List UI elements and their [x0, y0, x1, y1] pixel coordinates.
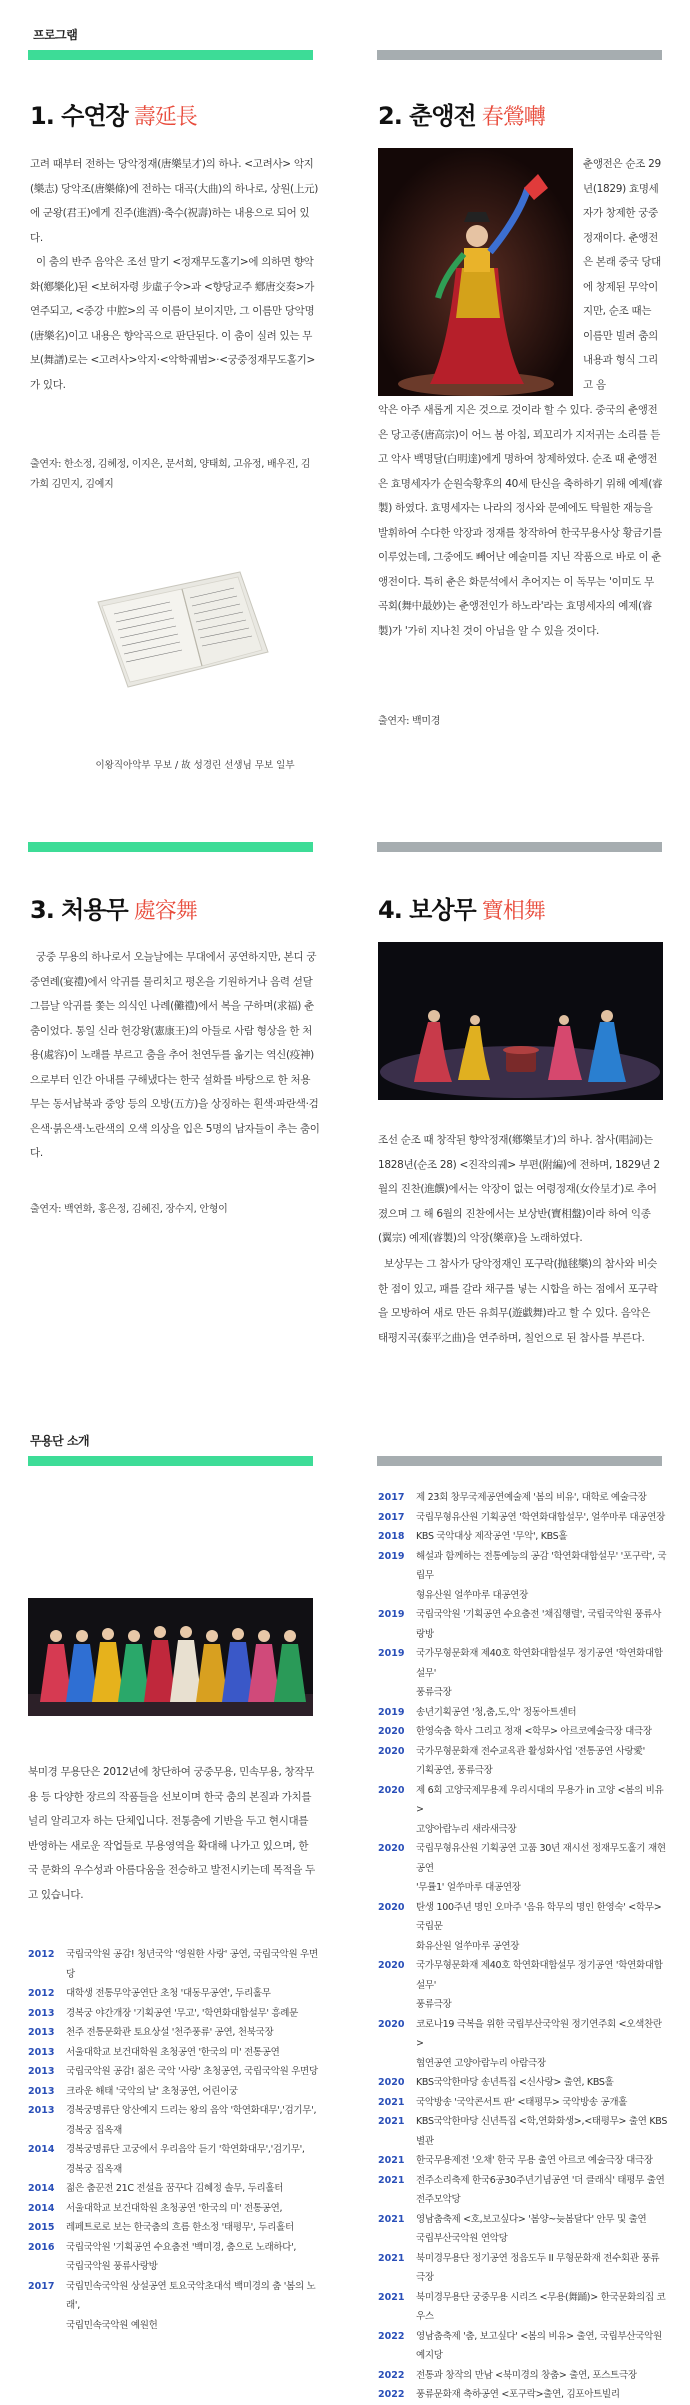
history-year: 2022	[378, 2389, 405, 2400]
history-year: 2020	[378, 2018, 405, 2030]
history-entry	[378, 2054, 668, 2074]
history-text: 형유산원 얼쑤마루 대공연장	[416, 1589, 528, 1601]
history-text: 기획공연, 풍류극장	[416, 1765, 493, 1776]
history-text: 국립무형유산원 기획공연 '학연화대합설무', 얼쑤마루 대공연장	[416, 1511, 666, 1523]
history-year: 2012	[28, 1988, 55, 1999]
item-1-caption: 이왕직아악부 무보 / 故 성경린 선생님 무보 일부	[95, 760, 295, 771]
history-text: 레페트로로 보는 한국춤의 흐름 한소정 '태평무', 두리홀터	[66, 2222, 294, 2233]
history-year: 2013	[28, 2046, 55, 2058]
item-2-performers: 출연자: 백미경	[378, 716, 441, 727]
program-bar-right-2	[377, 842, 662, 852]
history-entry	[378, 2073, 668, 2093]
history-text: 북미경무용단 궁중무용 시리즈 <무용(舞踊)> 한국문화의집 코우스	[416, 2291, 666, 2322]
history-year: 2019	[378, 1648, 405, 1659]
history-entry	[28, 2121, 318, 2141]
history-text: 전주모악당	[416, 2194, 461, 2205]
history-entry	[378, 1820, 668, 1840]
item-2-text-beside-photo: 춘앵전은 순조 29년(1829) 효명세자가 창제한 궁중정재이다. 춘앵전은 본래 중국 당대에 창제된 무악이지만, 순조 때는 이름만 빌려 춤의 내용과 형식 그리고 음	[583, 158, 662, 391]
item-3-paragraph-1: 궁중 무용의 하나로서 오늘날에는 무대에서 공연하지만, 본디 궁중연례(宴禮)에서 악귀를 물리치고 평온을 기원하거나 음력 섣달그믐날 악귀를 쫓는 의식인 나례(儺禮)에서 복을 구하며(求福) 춘 춤이었다. 통일 신라 헌강왕(憲康王)의 아들로 사람 형상을 한 처용(處容)이 노래를 부르고 춤을 추어 천연두를 옮기는 역신(疫神)으로부터 인간 아내를 구해냈다는 한국 설화를 바탕으로 한 처용무는 동서남북과 중앙 등의 오방(五方)을 상징하는 흰색·파란색·검은색·붉은색·노란색의 오색 의상을 입은 5명의 남자들이 추는 춤이다.	[30, 951, 320, 1159]
history-text: 북미경무용단 정기공연 정음도두 II 무형문화재 전수회관 풍류극장	[416, 2252, 660, 2283]
history-entry	[378, 1898, 668, 1937]
chunaengjeon-dancer-photo	[378, 148, 573, 396]
item-3-heading	[30, 890, 197, 925]
history-text: 국립민속국악원 예원헌	[66, 2319, 158, 2331]
item-1-title: 1. 수연장	[30, 102, 128, 130]
history-text: 서울대학교 보건대학원 초청공연 '한국의 미' 전통공연	[66, 2046, 280, 2058]
history-entry	[378, 1839, 668, 1878]
history-year: 2013	[28, 2027, 55, 2038]
history-year: 2020	[378, 1784, 405, 1796]
history-entry	[378, 2288, 668, 2327]
history-entry	[378, 2229, 668, 2249]
history-entry	[378, 1761, 668, 1781]
item-4-hanja: 寶相舞	[481, 899, 545, 924]
history-entry	[378, 2015, 668, 2054]
history-entry	[28, 2160, 318, 2180]
history-entry	[28, 2043, 318, 2063]
history-entry	[378, 2327, 668, 2366]
item-3-performers: 출연자: 백연화, 홍은정, 김혜진, 장수지, 안형이	[30, 1204, 228, 1215]
history-text: 전통과 창작의 만남 <북미경의 창춤> 출연, 포스트극장	[416, 2369, 637, 2381]
history-year: 2020	[378, 1843, 405, 1854]
item-3-title: 3. 처용무	[30, 896, 128, 924]
history-text: 코로나19 극복을 위한 국립부산국악원 정기연주회 <오색찬란>	[416, 2018, 662, 2049]
history-text: 고양아람누리 새라새극장	[416, 1823, 517, 1835]
history-entry	[28, 2082, 318, 2102]
history-year: 2014	[28, 2144, 55, 2155]
history-text: 송년기획공연 '청,춤,도,악' 정동아트센터	[416, 1706, 577, 1718]
history-year: 2017	[28, 2280, 55, 2292]
item-1-heading	[30, 96, 197, 131]
history-text: 풍류문화재 축하공연 <포구락>출연, 김포아트빌리	[416, 2389, 620, 2400]
history-entry	[378, 1995, 668, 2015]
history-entry	[28, 2179, 318, 2199]
history-text: 화유산원 얼쑤마루 공연장	[416, 1940, 520, 1952]
history-year: 2019	[378, 1550, 405, 1562]
history-text: 대학생 전통무악공연단 초청 '대동무공연', 두리홀무	[66, 1988, 271, 1999]
history-year: 2012	[28, 1949, 55, 1960]
history-entry	[28, 2277, 318, 2316]
history-entry	[378, 1586, 668, 1606]
history-text: 천주 전통문화관 토요상설 '천주풍류' 공연, 천북국장	[66, 2027, 274, 2038]
history-text: 한국무용제전 '오채' 한국 무용 출연 아르코 예술극장 대극장	[416, 2155, 653, 2166]
history-entry	[378, 2249, 668, 2288]
history-entry	[378, 1508, 668, 1528]
history-entry	[378, 1644, 668, 1683]
history-text: '무률1' 얼쑤마루 대공연장	[416, 1882, 521, 1893]
item-2-heading	[378, 96, 545, 131]
history-text: KBS국악한마당 송년특집 <신사랑> 출연, KBS홀	[416, 2077, 614, 2088]
history-text: 국립부산국악원 연악당	[416, 2233, 508, 2244]
troupe-intro: 북미경 무용단은 2012년에 창단하여 궁중무용, 민속무용, 창작무용 등 다양한 장르의 작품들을 선보이며 한국 춤의 본질과 가치를 널리 알리고자 하는 단체입니다. 전통춤에 기반을 두고 현시대를 반영하는 새로운 작업들로 무용영역을 확대해 나가고 있으며, 한국 문화의 우수성과 아름다움을 전승하고 발전시키는데 목적을 두고 있습니다.	[28, 1766, 316, 1901]
history-text: 제 6회 고양국제무용제 우리시대의 무용가 in 고양 <봄의 비유>	[416, 1784, 664, 1815]
history-text: KBS국악한마당 신년특집 <학,연화화생>,<태평무> 출연 KBS 별관	[416, 2116, 668, 2147]
history-text: 젊은 춤꾼전 21C 전설을 꿈꾸다 김혜정 솔무, 두리홀터	[66, 2183, 284, 2194]
history-entry	[28, 1984, 318, 2004]
history-year: 2013	[28, 2007, 55, 2019]
history-entry	[378, 1742, 668, 1762]
troupe-bar-right	[377, 1456, 662, 1466]
history-year: 2021	[378, 2155, 405, 2166]
history-year: 2014	[28, 2183, 55, 2194]
history-text: 풍류극장	[416, 1999, 452, 2010]
history-year: 2020	[378, 1960, 405, 1971]
troupe-section-title: 무용단 소개	[30, 1434, 90, 1448]
history-text: 크라운 해태 '국악의 날' 초청공연, 어린이궁	[66, 2085, 238, 2097]
history-text: 영남춤축제 <호,보고싶다> '봄양~늦봄달다' 안무 및 출연	[416, 2213, 647, 2225]
history-entry	[378, 1527, 668, 1547]
history-entry	[28, 2101, 318, 2121]
history-year: 2020	[378, 1745, 405, 1757]
history-text: 한영숙춤 학사 그리고 정재 <학무> 아르코예술극장 대극장	[416, 1726, 652, 1737]
history-entry	[378, 1703, 668, 1723]
troupe-group-photo	[28, 1598, 313, 1716]
history-text: 국가무형문화재 제40호 학연화대합설무 정기공연 '학연화대합설무'	[416, 1648, 663, 1679]
history-text: 국립국악원 풍류사랑방	[66, 2261, 158, 2272]
history-entry	[378, 1937, 668, 1957]
history-text: 국립무형유산원 기획공연 고품 30년 재시선 정재무도홀기 재현공연	[416, 1843, 666, 1874]
bosangmu-stage-photo	[378, 942, 663, 1100]
history-entry	[28, 2257, 318, 2277]
history-entry	[378, 1605, 668, 1644]
history-text: 영남춤축제 '춤, 보고싶다' <봄의 비유> 출연, 국립부산국악원 예지당	[416, 2330, 662, 2361]
item-1-paragraph-2: 이 춤의 반주 음악은 조선 말기 <정재무도홀기>에 의하면 향악화(鄕樂化)된 <보허자령 步虛子令>과 <향당교주 鄕唐交奏>가 연주되고, <중강 中腔>의 곡 이름이 보이지만, 그 이름만 당악명(唐樂名)이고 내용은 향악곡으로 판단된다. 이 춤이 실려 있는 무보(舞譜)로는 <고려사>악지·<악학궤범>·<궁중정재무도홀기>가 있다.	[30, 256, 315, 391]
history-text: 국립국악원 '기획공연 수요춤전 '백미경, 춤으로 노래하다',	[66, 2241, 297, 2253]
history-year: 2015	[28, 2222, 55, 2233]
item-4-paragraph-1: 조선 순조 때 창작된 향악정재(鄕樂呈才)의 하나. 참사(唱詞)는 1828년(순조 28) <진작의궤> 부편(附編)에 전하며, 1829년 2월의 진찬(進饌)에서는 악장이 없는 여령정재(女伶呈才)로 추어졌으며 그 해 6월의 진찬에서는 보상반(寶相盤)이라 하여 익종(翼宗) 예제(睿製)의 악장(樂章)을 노래하였다.	[378, 1134, 660, 1244]
item-2-hanja: 春鶯囀	[481, 105, 545, 130]
history-text: KBS 국악대상 제작공연 '무악', KBS홀	[416, 1531, 568, 1542]
history-year: 2022	[378, 2369, 405, 2381]
history-text: 국립민속국악원 상설공연 토요국악초대석 백미경의 춤 '봄의 노래',	[66, 2280, 316, 2311]
history-entry	[28, 2062, 318, 2082]
history-year: 2020	[378, 1901, 405, 1913]
history-entry	[378, 2385, 668, 2405]
history-entry	[28, 2004, 318, 2024]
history-year: 2021	[378, 2116, 405, 2127]
history-year: 2021	[378, 2213, 405, 2225]
history-entry	[28, 2140, 318, 2160]
history-entry	[378, 1878, 668, 1898]
history-year: 2020	[378, 2077, 405, 2088]
history-text: 경복궁명류단 고궁에서 우리음악 듣기 '학연화대무','검기무',	[66, 2144, 305, 2155]
history-entry	[28, 2023, 318, 2043]
history-text: 제 23회 창무국제공연예술제 '봄의 비유', 대학로 예술극장	[416, 1492, 647, 1503]
history-year: 2021	[378, 2252, 405, 2264]
history-entry	[378, 2093, 668, 2113]
history-entry	[378, 1547, 668, 1586]
history-entry	[28, 2316, 318, 2336]
history-year: 2022	[378, 2330, 405, 2342]
history-entry	[378, 1722, 668, 1742]
history-entry	[378, 1781, 668, 1820]
history-year: 2016	[28, 2241, 55, 2253]
history-entry	[28, 1945, 318, 1984]
history-text: 국악방송 '국악콘서트 판' <태평무> 국악방송 공개홀	[416, 2096, 628, 2108]
item-4-heading	[378, 890, 545, 925]
history-year: 2013	[28, 2105, 55, 2116]
history-year: 2019	[378, 1609, 405, 1620]
history-year: 2017	[378, 1511, 405, 1523]
history-text: 경복궁 야간개장 '기획공연 '무고', '학연화대합설무' 흥례문	[66, 2007, 299, 2019]
item-2-title: 2. 춘앵전	[378, 102, 476, 130]
history-text: 국가무형문화재 제40호 학연화대합설무 정기공연 '학연화대합설무'	[416, 1960, 663, 1991]
program-bar-left-2	[28, 842, 313, 852]
history-entry	[378, 1683, 668, 1703]
program-bar-left	[28, 50, 313, 60]
item-1-paragraph-1: 고려 때부터 전하는 당악정재(唐樂呈才)의 하나. <고려사> 악지(樂志) 당악조(唐樂條)에 전하는 대곡(大曲)의 하나로, 상원(上元)에 군왕(君王)에게 진주(進酒)·축수(祝壽)하는 내용으로 되어 있다.	[30, 158, 319, 244]
history-entry	[28, 2218, 318, 2238]
history-text: 경복궁명류단 앙산예지 드리는 왕의 음악 '학연화대무','검기무',	[66, 2105, 317, 2116]
history-entry	[378, 1956, 668, 1995]
history-entry	[378, 2112, 668, 2151]
history-year: 2013	[28, 2066, 55, 2077]
history-entry	[378, 2366, 668, 2386]
history-text: 국가무형문화재 전수교육관 활성화사업 '전통공연 사랑愛'	[416, 1745, 645, 1757]
history-text: 국립국악원 공감! 청년국악 '영원한 사랑' 공연, 국립국악원 우면당	[66, 1949, 318, 1980]
history-entry	[28, 2199, 318, 2219]
item-2-text-body: 악은 아주 새롭게 지은 것으로 것이라 할 수 있다. 중국의 춘앵전은 당고종(唐高宗)이 어느 봄 아침, 꾀꼬리가 지저귀는 소리를 듣고 악사 백명달(白明達)에게 명하여 창제하였다. 순조 때 춘앵전은 효명세자가 순원숙황후의 40세 탄신을 축하하기 위해 예제(睿製) 하였다. 효명세자는 나라의 정사와 문예에도 탁월한 재능을 발휘하여 수다한 악장과 정재를 창작하여 한국무용사상 황금기를 이루었는데, 그중에도 빼어난 예술미를 지닌 작품으로 바로 이 춘앵전이다. 특히 춘은 화문석에서 추어지는 이 독무는 '이미도 무곡회(舞中最妙)는 춘앵전인가 하노라'라는 효명세자의 예제(睿製)가 '가히 지나친 것이 아님을 알 수 있을 것이다.	[378, 404, 663, 637]
item-4-title: 4. 보상무	[378, 896, 476, 924]
history-text: 경복궁 집옥재	[66, 2124, 122, 2136]
history-entry	[28, 2238, 318, 2258]
history-year: 2013	[28, 2085, 55, 2097]
history-text: 서울대학교 보건대학원 초청공연 '한국의 미' 전통공연,	[66, 2202, 283, 2214]
history-year: 2019	[378, 1706, 405, 1718]
troupe-bar-left	[28, 1456, 313, 1466]
troupe-history-right	[378, 1488, 668, 2405]
history-entry	[378, 2151, 668, 2171]
history-text: 국립국악원 '기획공연 수요춤전 '채집행렬', 국립국악원 풍류사랑방	[416, 1609, 662, 1640]
history-year: 2021	[378, 2096, 405, 2108]
history-year: 2021	[378, 2174, 405, 2186]
program-bar-right	[377, 50, 662, 60]
history-year: 2020	[378, 1726, 405, 1737]
history-text: 탄생 100주년 명인 오마주 '음유 학무의 명인 한영숙' <학무> 국립문	[416, 1901, 662, 1932]
history-text: 협연공연 고양아람누리 아람극장	[416, 2057, 546, 2069]
history-text: 전주소리축제 한국6공30주년기념공연 '더 클래식' 태평무 출연	[416, 2174, 665, 2186]
history-entry	[378, 2190, 668, 2210]
history-entry	[378, 2210, 668, 2230]
history-text: 국립국악원 공감! 젊은 국악 '사랑' 초청공연, 국립국악원 우면당	[66, 2066, 318, 2077]
dance-score-book-photo	[90, 562, 270, 697]
history-text: 경복궁 집옥재	[66, 2163, 122, 2175]
history-year: 2021	[378, 2291, 405, 2303]
item-3-hanja: 處容舞	[133, 899, 197, 924]
troupe-history-left	[28, 1945, 318, 2335]
item-4-paragraph-2: 보상무는 그 참사가 당악정재인 포구락(抛毬樂)의 참사와 비슷한 점이 있고, 패를 갈라 채구를 넣는 시합을 하는 점에서 포구락을 모방하여 새로 만든 유희무(遊戱舞)라고 할 수 있다. 음악은 태평지곡(泰平之曲)을 연주하며, 칠언으로 된 참사를 부른다.	[378, 1258, 658, 1344]
history-text: 해설과 함께하는 전통예능의 공감 '학연화대합설무' '포구락', 국립무	[416, 1550, 667, 1581]
history-entry	[378, 2171, 668, 2191]
item-1-performers: 출연자: 한소정, 김혜정, 이지은, 문서희, 양태희, 고유정, 배우진, 김가희 김민지, 김예지	[30, 459, 311, 490]
history-year: 2017	[378, 1492, 405, 1503]
item-1-hanja: 壽延長	[133, 105, 197, 130]
history-year: 2018	[378, 1531, 405, 1542]
history-year: 2014	[28, 2202, 55, 2214]
history-text: 풍류극장	[416, 1687, 452, 1698]
history-entry	[378, 1488, 668, 1508]
program-section-title: 프로그램	[33, 28, 78, 42]
